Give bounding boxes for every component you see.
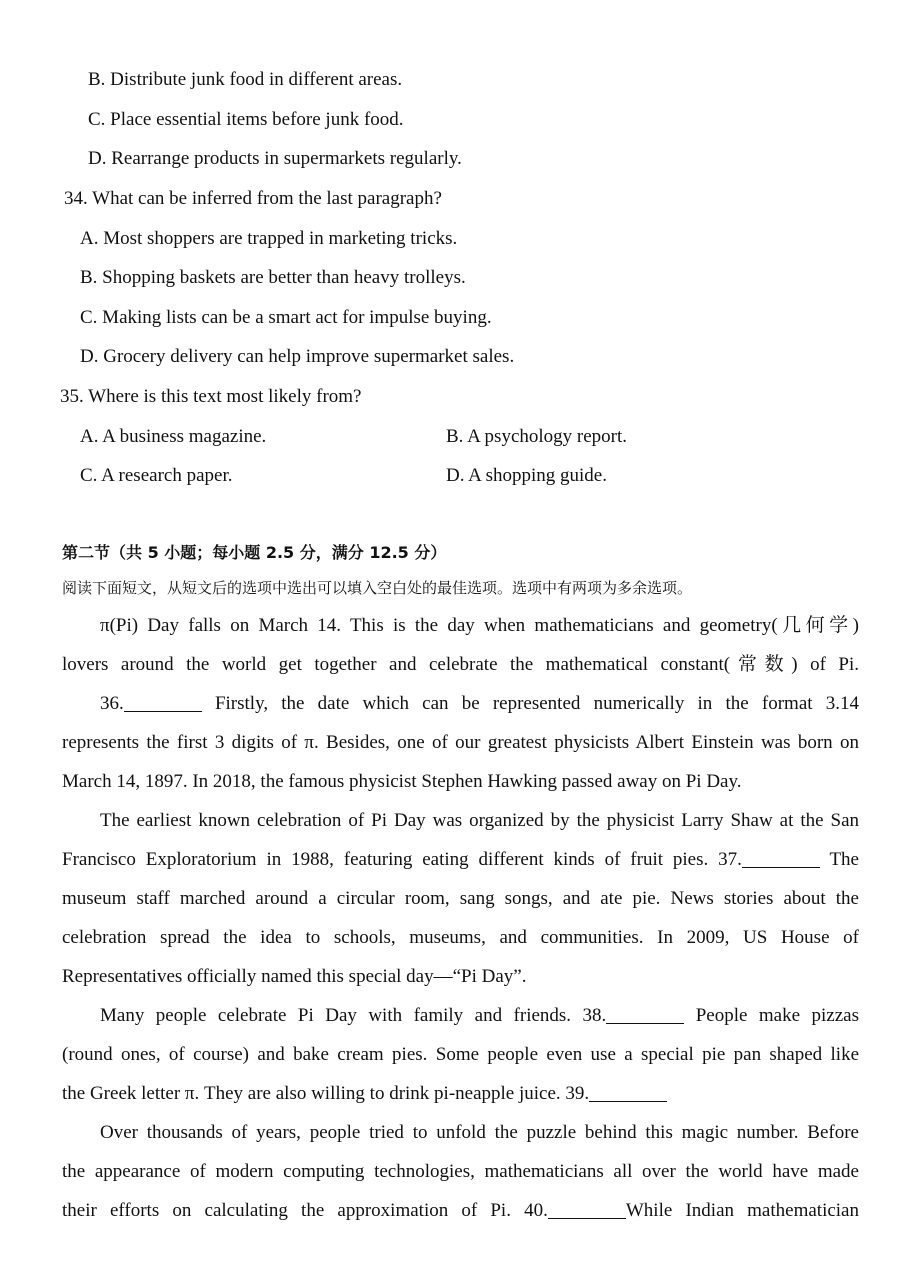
passage-p2-line1: 36. Firstly, the date which can be represented numerically in the format 3.14 [100,693,859,714]
q35-option-a: A. A business magazine. [80,426,267,447]
passage-p4-line1: Many people celebrate Pi Day with family and friends. 38. People make pizzas [100,1005,859,1026]
passage-p1-line2: lovers around the world get together and celebrate the mathematical constant(常数) of Pi. [62,654,859,675]
section-instruction: 阅读下面短文，从短文后的选项中选出可以填入空白处的最佳选项。选项中有两项为多余选项。 [62,579,693,597]
blank-40[interactable] [548,1198,626,1219]
passage-p2-line2: represents the first 3 digits of π. Besides, one of our greatest physicists Albert Einstein was born on [62,732,859,753]
q33-option-b: B. Distribute junk food in different areas. [88,69,403,90]
q34-option-b: B. Shopping baskets are better than heavy trolleys. [80,267,466,288]
passage-p5-line1: Over thousands of years, people tried to unfold the puzzle behind this magic number. Before [100,1122,859,1143]
section-heading: 第二节（共 5 小题；每小题 2.5 分，满分 12.5 分） [62,543,447,562]
blank-36[interactable] [124,691,202,712]
passage-p5-line3: their efforts on calculating the approximation of Pi. 40. While Indian mathematician [62,1200,859,1221]
q33-option-c: C. Place essential items before junk food. [88,109,404,130]
blank-37[interactable] [742,847,820,868]
q35-option-c: C. A research paper. [80,465,233,486]
passage-p1-line1: π(Pi) Day falls on March 14. This is the day when mathematicians and geometry(几何学) [100,615,859,636]
q35-option-d: D. A shopping guide. [446,465,607,486]
blank-38[interactable] [606,1003,684,1024]
passage-p3-line4: celebration spread the idea to schools, museums, and communities. In 2009, US House of [62,927,859,948]
q34-option-c: C. Making lists can be a smart act for impulse buying. [80,307,492,328]
q33-option-d: D. Rearrange products in supermarkets regularly. [88,148,462,169]
passage-p3-line3: museum staff marched around a circular room, sang songs, and ate pie. News stories about the [62,888,859,909]
passage-p4-line2: (round ones, of course) and bake cream pies. Some people even use a special pie pan shaped like [62,1044,859,1065]
blank-39[interactable] [589,1081,667,1102]
q34-option-a: A. Most shoppers are trapped in marketing tricks. [80,228,458,249]
passage-p2-line3: March 14, 1897. In 2018, the famous physicist Stephen Hawking passed away on Pi Day. [62,771,742,792]
passage-p5-line2: the appearance of modern computing technologies, mathematicians all over the world have made [62,1161,859,1182]
q34-option-d: D. Grocery delivery can help improve supermarket sales. [80,346,515,367]
q35-option-b: B. A psychology report. [446,426,628,447]
passage-p3-line2: Francisco Exploratorium in 1988, featuring eating different kinds of fruit pies. 37. The [62,849,859,870]
passage-p3-line1: The earliest known celebration of Pi Day was organized by the physicist Larry Shaw at the San [100,810,859,831]
passage-p4-line3: the Greek letter π. They are also willing to drink pi-neapple juice. 39. [62,1074,859,1113]
q34-stem: 34. What can be inferred from the last paragraph? [64,188,442,209]
passage-p3-line5: Representatives officially named this special day—“Pi Day”. [62,966,527,987]
q35-stem: 35. Where is this text most likely from? [60,386,362,407]
